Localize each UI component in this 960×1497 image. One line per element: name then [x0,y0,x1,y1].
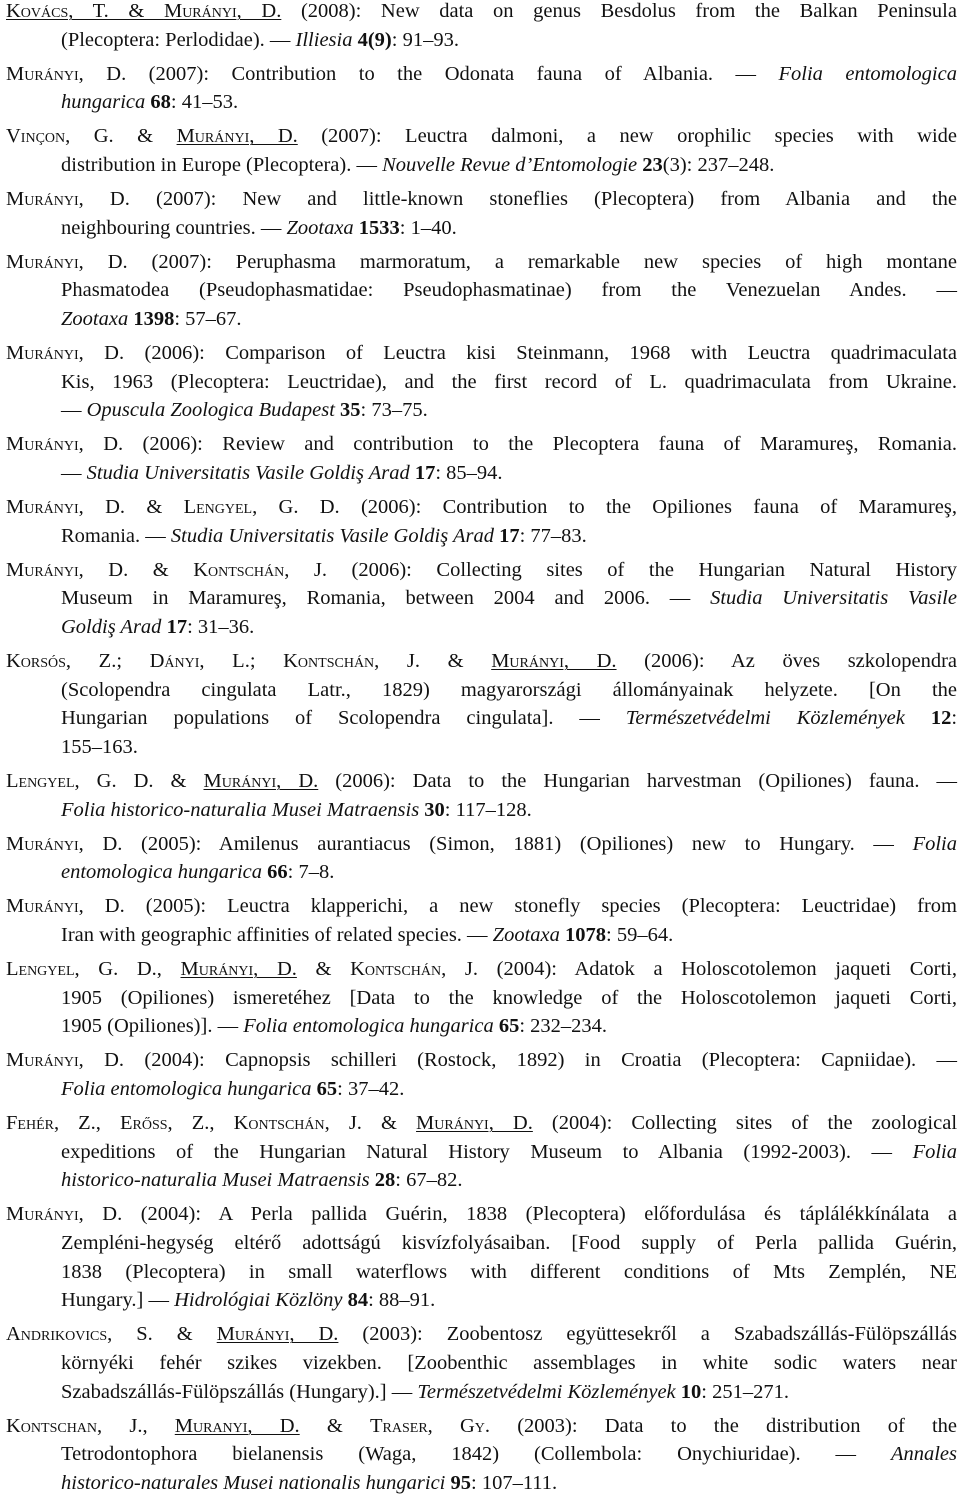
journal-title: Természetvédelmi Közlemények [417,1380,676,1403]
journal-title: entomologica hungarica [61,861,262,884]
author-names: Murányi, D. [6,1049,125,1072]
reference-text: (2007): Contribution to the Odonata fauna of Albania. — [126,62,779,85]
reference-text [905,707,931,729]
journal-title: Folia [912,832,957,855]
reference-text: (2007): New and little-known stoneflies (Plecoptera) from Albania and the [129,188,957,211]
author-names: Murányi, D. [216,1323,339,1346]
volume-number: 95 [450,1471,471,1494]
volume-number: 1533 [358,216,400,239]
reference-line [61,459,503,487]
reference-line [61,1378,789,1406]
author-names: Murányi, D. [6,62,127,85]
volume-number: 4(9) [357,28,392,51]
reference-text: : 1–40. [399,216,457,239]
reference-line [61,151,774,179]
journal-title: Folia entomologica hungarica [61,1078,312,1100]
reference-line [61,733,138,761]
reference-line [6,60,957,88]
reference-text: : 41–53. [170,91,239,114]
reference-text: : 117–128. [444,798,532,821]
author-names: Murányi, D. [203,770,319,792]
journal-title: Studia Universitatis Vasile [710,587,957,610]
reference-text: 1905 (Opiliones)]. — [61,1015,244,1038]
journal-title: Természetvédelmi Közlemények [625,707,905,730]
reference-line [61,1075,404,1103]
reference-text: : 57–67. [174,308,242,330]
reference-text: & [420,650,492,673]
reference-text: környéki fehér szikes vizekben. [Zoobenthic assemblages in white sodic waters near [61,1351,957,1374]
volume-number: 30 [424,798,445,821]
reference-text: & [125,496,184,519]
journal-title: Folia entomologica [778,62,957,85]
journal-title: Annales [890,1443,957,1466]
reference-text: & [296,958,351,981]
volume-number: 12 [930,707,952,730]
reference-text: : 107–111. [471,1471,558,1494]
reference-text: (2006): Data to the Hungarian harvestman (Opiliones) fauna. — [318,770,957,792]
reference-line [6,1046,957,1074]
reference-line [61,522,587,550]
reference-line [61,1286,435,1314]
journal-title: Studia Universitatis Vasile Goldiş Arad [170,524,494,547]
reference-text: : 232–234. [519,1015,608,1038]
reference-text: (2008): New data on genus Besdolus from the Balkan Peninsula [281,0,957,22]
reference-text: (2006): Az öves szkolopendra [616,650,957,673]
author-names: Murányi, D. [163,0,282,22]
reference-line [6,493,957,521]
reference-text: (2005): Amilenus aurantiacus (Simon, 1881) (Opiliones) new to Hungary. — [122,832,913,855]
journal-title: Zootaxa [61,308,129,330]
journal-title: Hidrológiai Közlöny [174,1289,343,1312]
author-names: Korsós, Z.; Dányi, L.; Kontschán, J. [6,650,421,673]
reference-text: & [113,125,177,148]
reference-text: (2004): Collecting sites of the zoological [532,1112,958,1135]
reference-line [61,796,532,824]
reference-line [61,584,957,612]
reference-line [61,368,957,396]
author-names: Traser, Gy. [370,1414,491,1437]
reference-line [61,396,428,424]
reference-text: & [299,1414,371,1437]
reference-text: : 7–8. [287,861,335,884]
reference-line [61,1012,607,1040]
reference-text: : 85–94. [435,462,503,484]
reference-text: & [153,770,204,792]
journal-title: Folia historico-naturalia Musei Matraensis [61,798,420,821]
author-names: Murányi, D. [6,832,123,855]
volume-number: 17 [414,462,436,484]
reference-text: (2004): Capnopsis schilleri (Rostock, 1892) in Croatia (Plecoptera: Capniidae). — [124,1049,957,1072]
reference-text: (2004): Adatok a Holoscotolemon jaqueti Corti, [477,958,957,981]
reference-text: : 37–42. [337,1078,405,1100]
reference-line [6,1320,957,1348]
reference-text: 155–163. [61,735,138,758]
author-names: Lengyel, G. D., [6,958,181,981]
volume-number: 68 [150,91,171,114]
reference-line [61,676,957,704]
journal-title: hungarica [61,91,146,114]
reference-line [6,556,957,584]
reference-text: (Plecoptera: Perlodidae). — [61,28,296,51]
reference-line [61,88,238,116]
reference-text: Zempléni-hegység eltérő adottságú kisvízfolyásaiban. [Food supply of Perla pallida Guérin, [61,1232,957,1254]
reference-line [6,892,957,920]
author-names: Lengyel, G. D. [6,770,154,792]
reference-text: — [61,462,87,484]
author-names: Kovács, T. & [6,0,164,22]
reference-line [61,1166,462,1194]
author-names: Vinçon, G. [6,125,114,148]
reference-line [61,276,957,304]
author-names: Andrikovics, S. [6,1323,153,1346]
reference-line [6,122,957,150]
author-names: Muranyi, D. [174,1414,300,1437]
reference-line [6,430,957,458]
author-names: Kontschan, J., [6,1414,175,1437]
reference-text: (2006): Review and contribution to the Plecoptera fauna of Maramureş, Romania. [123,433,957,456]
volume-number: 28 [374,1169,396,1192]
reference-text: 1905 (Opiliones) ismeretéhez [Data to the knowledge of the Holoscotolemon jaqueti Corti, [61,986,957,1009]
reference-line [61,214,457,242]
reference-line [61,1229,957,1257]
reference-line [6,767,957,795]
journal-title: Illiesia [295,28,353,51]
author-names: Fehér, Z., Erőss, Z., Kontschán, J. [6,1112,362,1135]
author-names: Kontschán, J. [350,958,478,981]
volume-number: 17 [166,616,188,638]
reference-line [6,248,957,276]
volume-number: 1078 [565,924,606,946]
journal-title: Nouvelle Revue d’Entomologie [382,154,638,176]
reference-text: : 88–91. [368,1289,436,1312]
reference-text: 1838 (Plecoptera) in small waterflows with different conditions of Mts Zemplén, NE [61,1260,957,1283]
reference-text: Museum in Maramureş, Romania, between 2004 and 2006. — [61,587,711,610]
author-names: Lengyel, G. D. [183,496,340,519]
author-names: Murányi, D. [6,1203,123,1226]
reference-text: & [128,558,194,581]
reference-line [6,955,957,983]
reference-line [61,1440,957,1468]
journal-title: Zootaxa [286,216,354,239]
author-names: Murányi, D. [6,188,130,211]
author-names: Murányi, D. [416,1112,533,1135]
author-names: Murányi, D. [6,250,128,273]
volume-number: 17 [499,524,520,547]
reference-text: Romania. — [61,524,171,547]
reference-text: : 31–36. [187,616,255,638]
reference-text: (2006): Collecting sites of the Hungarian Natural History [327,558,957,581]
reference-line [6,1412,957,1440]
volume-number: 35 [340,399,361,422]
reference-line [61,613,254,641]
reference-line [61,1258,957,1286]
reference-text: Tetrodontophora bielanensis (Waga, 1842) (Collembola: Onychiuridae). — [61,1443,891,1466]
reference-line [61,858,334,886]
reference-text: Kis, 1963 (Plecoptera: Leuctridae), and the first record of L. quadrimaculata from Ukraine. [61,370,957,393]
volume-number: 1398 [133,308,175,330]
reference-line [6,1200,957,1228]
reference-line [61,1469,557,1497]
volume-number: 10 [680,1380,702,1403]
reference-line [6,647,957,675]
author-names: Murányi, D. [6,433,124,456]
volume-number: 23 [642,154,663,176]
reference-line [61,1138,957,1166]
reference-text: (2003): Data to the distribution of the [490,1414,958,1437]
journal-title: Opuscula Zoologica Budapest [86,399,335,422]
reference-text: : 91–93. [391,28,459,51]
reference-text: : 73–75. [360,399,428,422]
reference-line [61,305,242,333]
reference-text: Phasmatodea (Pseudophasmatidae: Pseudophasmatinae) from the Venezuelan Andes. — [61,279,957,302]
reference-text: Hungarian populations of Scolopendra cingulata]. — [61,707,626,730]
reference-text: (2005): Leuctra klapperichi, a new stonefly species (Plecoptera: Leuctridae) from [124,895,957,918]
reference-line [61,984,957,1012]
reference-line [61,1349,957,1377]
reference-text: : 59–64. [606,924,674,946]
reference-line [6,339,957,367]
journal-title: historico-naturales Musei nationalis hungarici [61,1471,446,1494]
volume-number: 65 [316,1078,338,1100]
journal-title: historico-naturalia Musei Matraensis [61,1169,370,1192]
reference-line [61,921,673,949]
reference-text: (2006): Comparison of Leuctra kisi Steinmann, 1968 with Leuctra quadrimaculata [124,342,957,365]
author-names: Murányi, D. [6,342,125,365]
reference-text: (3): 237–248. [662,154,775,176]
reference-text: expeditions of the Hungarian Natural History Museum to Albania (1992-2003). — [61,1140,913,1163]
reference-line [6,1109,957,1137]
reference-text: distribution in Europe (Plecoptera). — [61,154,383,176]
author-names: Murányi, D. [6,558,129,581]
author-names: Murányi, D. [176,125,298,148]
journal-title: Folia entomologica hungarica [243,1015,494,1038]
reference-text: neighbouring countries. — [61,216,287,239]
reference-text: (2007): Leuctra dalmoni, a new orophilic species with wide [297,125,957,148]
author-names: Murányi, D. [6,496,126,519]
reference-text: : [951,707,958,730]
reference-line [61,704,957,732]
reference-text: (2004): A Perla pallida Guérin, 1838 (Plecoptera) előfordulása és táplálékkínálata a [122,1203,957,1226]
journal-title: Studia Universitatis Vasile Goldiş Arad [86,462,410,484]
author-names: Kontschán, J. [193,558,328,581]
volume-number: 84 [347,1289,369,1312]
journal-title: Zootaxa [492,924,560,946]
author-names: Murányi, D. [180,958,297,981]
reference-text: (2003): Zoobentosz együttesekről a Szabadszállás-Fülöpszállás [338,1323,958,1346]
reference-text: (2007): Peruphasma marmoratum, a remarkable new species of high montane [127,250,957,273]
reference-text: Iran with geographic affinities of related species. — [61,924,493,946]
reference-line [6,185,957,213]
reference-text: & [152,1323,217,1346]
reference-text: : 251–271. [701,1380,789,1403]
reference-text: : 67–82. [395,1169,463,1192]
reference-text: — [61,399,87,422]
volume-number: 66 [267,861,288,884]
reference-line [6,0,957,25]
reference-line [6,830,957,858]
reference-text: Hungary.] — [61,1289,175,1312]
reference-text: (2006): Contribution to the Opiliones fauna of Maramureş, [339,496,957,519]
reference-text: : 77–83. [519,524,587,547]
volume-number: 65 [498,1015,520,1038]
reference-text: Szabadszállás-Fülöpszállás (Hungary).] — [61,1380,418,1403]
author-names: Murányi, D. [491,650,617,673]
journal-title: Goldiş Arad [61,616,162,638]
reference-text: & [361,1112,417,1135]
author-names: Murányi, D. [6,895,125,918]
journal-title: Folia [912,1140,957,1163]
reference-line [61,26,459,54]
reference-text: (Scolopendra cingulata Latr., 1829) magyarországi állományainak helyzete. [On the [61,678,957,701]
